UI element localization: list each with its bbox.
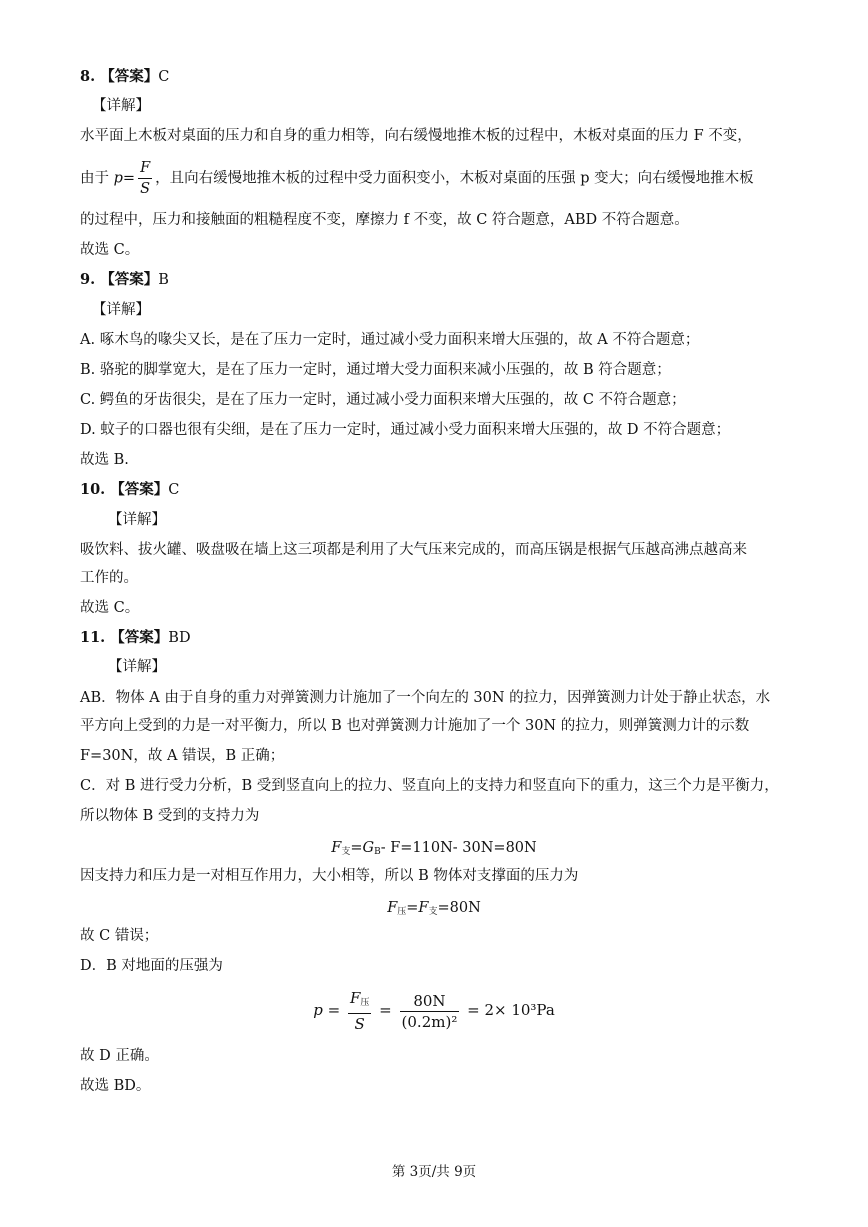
q8-answer-tag: 【答案】	[100, 68, 159, 85]
page-footer: 第 3页/共 9页	[391, 1164, 477, 1180]
q9-answer: B	[158, 272, 169, 288]
q9-detail-tag: 【详解】	[92, 302, 150, 318]
q9-option-b: B. 骆驼的脚掌宽大，是在了压力一定时，通过增大受力面积来减小压强的，故 B 符合题意；	[80, 362, 671, 378]
q11-c-line1: C．对 B 进行受力分析，B 受到竖直向上的拉力、竖直向上的支持力和竖直向下的重力，这三个力是平衡力，	[80, 778, 779, 794]
q9-conclusion: 故选 B.	[80, 452, 129, 468]
q11-heading: 11. 【答案】BD	[80, 629, 191, 646]
q11-c-line4: 故 C 错误；	[80, 928, 159, 944]
q8-answer: C	[158, 69, 170, 85]
q11-formula-pressure: p = $\frac{F_压}{S}$ = $\frac{80N}{\text{(0.2m)²}}$ = 2× 10³Pa	[313, 989, 555, 1033]
q10-heading: 10. 【答案】C	[80, 481, 180, 498]
q11-c-line3: 因支持力和压力是一对相互作用力，大小相等，所以 B 物体对支撑面的压力为	[80, 868, 579, 884]
q9-option-a: A. 啄木鸟的喙尖又长，是在了压力一定时，通过减小受力面积来增大压强的，故 A 不符合题意；	[80, 332, 700, 348]
q11-ab-line2: 平方向上受到的力是一对平衡力，所以 B 也对弹簧测力计施加了一个 30N 的拉力，则弹簧测力计的示数	[80, 718, 750, 734]
q9-heading: 9. 【答案】B	[80, 271, 169, 288]
q8-line3: 的过程中，压力和接触面的粗糙程度不变，摩擦力 f 不变，故 C 符合题意，ABD 不符合题意。	[80, 212, 689, 228]
q11-fraction-1: $\frac{F_压}{S}$	[349, 989, 370, 1033]
q10-line1: 吸饮料、拔火罐、吸盘吸在墙上这三项都是利用了大气压来完成的，而高压锅是根据气压越高沸点越高来	[80, 542, 747, 558]
q9-option-c: C. 鳄鱼的牙齿很尖，是在了压力一定时，通过减小受力面积来增大压强的，故 C 不符合题意；	[80, 392, 686, 408]
q8-heading	[80, 67, 808, 87]
q9-option-d: D. 蚊子的口器也很有尖细，是在了压力一定时，通过减小受力面积来增大压强的，故 D 不符合题意；	[80, 422, 731, 438]
q8-line2: 由于 p= $\frac{F}{S}$ ，且向右缓慢地推木板的过程中受力面积变小，木板对桌面的压强 p 变大；向右缓慢地推木板	[80, 160, 754, 197]
q11-formula-support: $F_支=G_B-$ F=110N- 30N=80N	[331, 840, 537, 857]
q11-c-line2: 所以物体 B 受到的支持力为	[80, 808, 260, 824]
q8-conclusion: 故选 C。	[80, 242, 140, 258]
q8-fraction: $\frac{F}{S}$	[140, 160, 151, 197]
q11-answer: BD	[168, 630, 191, 646]
q11-ab-line3: F=30N，故 A 错误，B 正确；	[80, 748, 285, 764]
q11-d-line1: D．B 对地面的压强为	[80, 958, 223, 974]
q10-conclusion: 故选 C。	[80, 600, 140, 616]
q8-number: 8.	[80, 68, 96, 85]
q11-ab-line1: AB．物体 A 由于自身的重力对弹簧测力计施加了一个向左的 30N 的拉力，因弹簧测力计处于静止状态，水	[80, 690, 771, 706]
q11-fraction-2: $\frac{80N}{\text{(0.2m)²}}$	[401, 991, 458, 1031]
q10-detail-tag: 【详解】	[108, 512, 166, 528]
q10-line2: 工作的。	[80, 570, 138, 586]
q11-formula-pressure-force: $F_压=F_支=80N$	[387, 900, 481, 917]
q10-answer: C	[168, 482, 180, 498]
q11-conclusion: 故选 BD。	[80, 1078, 151, 1094]
q8-line1: 水平面上木板对桌面的压力和自身的重力相等，向右缓慢地推木板的过程中，木板对桌面的压力 F 不变，	[80, 128, 752, 144]
q8-detail-tag: 【详解】	[92, 98, 150, 114]
q11-detail-tag: 【详解】	[108, 659, 166, 675]
q11-d-line2: 故 D 正确。	[80, 1048, 159, 1064]
